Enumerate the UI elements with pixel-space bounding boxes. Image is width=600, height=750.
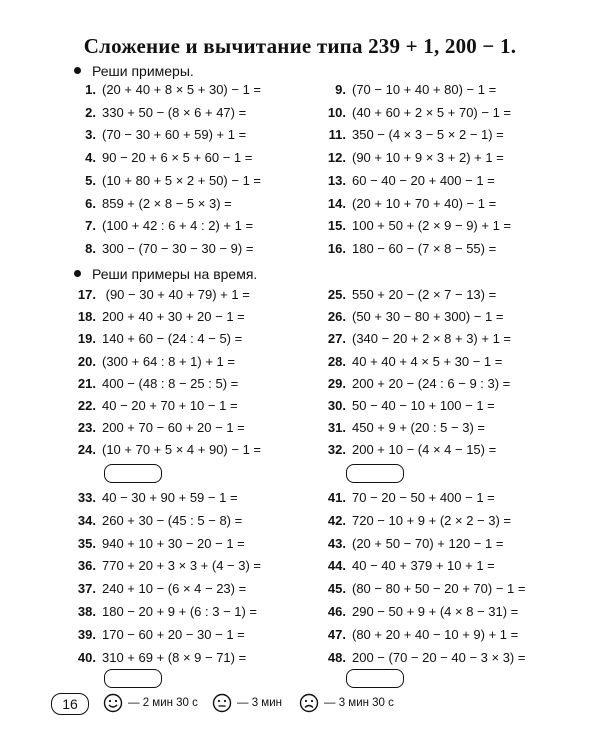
time-record-box-right-2[interactable] xyxy=(346,669,404,688)
exercise-expression: (300 + 64 : 8 + 1) + 1 = xyxy=(102,353,235,369)
instruction-timed xyxy=(74,266,257,282)
exercise-number: 19. xyxy=(77,331,96,347)
footer xyxy=(0,691,600,717)
instruction-text: Реши примеры. xyxy=(92,63,194,79)
exercise-expression: (20 + 10 + 70 + 40) − 1 = xyxy=(352,195,497,211)
exercise-expression: 200 + 70 − 60 + 20 − 1 = xyxy=(102,420,245,436)
exercise-expression: 290 − 50 + 9 + (4 × 8 − 31) = xyxy=(352,604,519,619)
exercise-item xyxy=(76,331,242,347)
exercise-item xyxy=(320,536,503,552)
time-record-box-left-1[interactable] xyxy=(104,464,162,483)
exercise-item xyxy=(320,604,518,620)
exercise-number: 32. xyxy=(327,442,346,458)
exercise-item xyxy=(76,354,235,370)
exercise-number: 7. xyxy=(85,218,96,234)
exercise-number: 5. xyxy=(85,172,96,188)
exercise-expression: (90 − 30 + 40 + 79) + 1 = xyxy=(102,287,250,302)
exercise-number: 40. xyxy=(77,649,96,665)
exercise-number: 25. xyxy=(327,287,346,302)
page-number: 16 xyxy=(51,693,89,715)
exercise-number: 23. xyxy=(77,420,96,436)
exercise-item xyxy=(76,127,246,143)
exercise-expression: 859 + (2 × 8 − 5 × 3) = xyxy=(102,195,232,211)
exercise-number: 35. xyxy=(77,535,96,551)
instruction-solve xyxy=(74,63,194,79)
exercise-item xyxy=(320,581,525,597)
exercise-expression: 200 + 40 + 30 + 20 − 1 = xyxy=(102,309,245,325)
exercise-expression: (20 + 50 − 70) + 120 − 1 = xyxy=(352,535,504,551)
exercise-expression: (70 − 10 + 40 + 80) − 1 = xyxy=(352,82,497,97)
happy-face-icon xyxy=(103,693,123,713)
exercise-expression: (40 + 60 + 2 × 5 + 70) − 1 = xyxy=(352,104,512,120)
exercise-number: 3. xyxy=(85,127,96,143)
page-title: Сложение и вычитание типа 239 + 1, 200 − 1. xyxy=(83,34,517,58)
exercise-item xyxy=(76,627,245,643)
exercise-number: 31. xyxy=(327,420,346,436)
exercise-item xyxy=(320,82,496,98)
exercise-number: 2. xyxy=(85,104,96,120)
exercise-item xyxy=(320,196,496,212)
exercise-number: 1. xyxy=(85,82,96,97)
timing-text: — 2 мин 30 с xyxy=(128,697,198,709)
exercise-item xyxy=(76,376,238,392)
exercise-item xyxy=(76,650,246,666)
exercise-number: 8. xyxy=(85,240,96,256)
exercise-number: 41. xyxy=(327,490,346,505)
instruction-text: Реши примеры на время. xyxy=(92,266,258,282)
exercise-item xyxy=(76,398,238,414)
exercise-expression: (340 − 20 + 2 × 8 + 3) + 1 = xyxy=(352,331,512,347)
timing-medium xyxy=(212,693,282,713)
exercise-item xyxy=(320,127,504,143)
exercise-item xyxy=(320,331,511,347)
exercise-expression: 60 − 40 − 20 + 400 − 1 = xyxy=(352,172,495,188)
exercise-expression: 40 − 20 + 70 + 10 − 1 = xyxy=(102,398,238,413)
timing-slow xyxy=(299,693,394,713)
exercise-number: 9. xyxy=(335,82,346,97)
exercise-expression: (50 + 30 − 80 + 300) − 1 = xyxy=(352,309,504,325)
exercise-expression: 170 − 60 + 20 − 30 − 1 = xyxy=(102,626,245,642)
exercise-number: 30. xyxy=(327,398,346,413)
exercise-item xyxy=(320,650,525,666)
bullet-icon xyxy=(74,270,81,277)
exercise-expression: 200 + 10 − (4 × 4 − 15) = xyxy=(352,442,497,458)
exercise-expression: 40 − 40 + 379 + 10 + 1 = xyxy=(352,558,495,574)
exercise-expression: 310 + 69 + (8 × 9 − 71) = xyxy=(102,649,247,665)
exercise-expression: (10 + 70 + 5 × 4 + 90) − 1 = xyxy=(102,442,262,458)
exercise-expression: 70 − 20 − 50 + 400 − 1 = xyxy=(352,490,495,505)
exercise-item xyxy=(76,241,253,257)
exercise-number: 29. xyxy=(327,375,346,391)
exercise-number: 42. xyxy=(327,512,346,528)
exercise-expression: 40 − 30 + 90 + 59 − 1 = xyxy=(102,490,238,505)
exercise-expression: (20 + 40 + 8 × 5 + 30) − 1 = xyxy=(102,82,262,97)
exercise-number: 36. xyxy=(77,558,96,574)
exercise-expression: 200 + 20 − (24 : 6 − 9 : 3) = xyxy=(352,375,511,391)
exercise-item xyxy=(320,442,496,458)
exercise-number: 24. xyxy=(77,442,96,458)
bullet-icon xyxy=(74,67,81,74)
exercise-expression: (90 + 10 + 9 × 3 + 2) + 1 = xyxy=(352,150,504,166)
exercise-expression: (100 + 42 : 6 + 4 : 2) + 1 = xyxy=(102,218,254,234)
exercise-expression: 90 − 20 + 6 × 5 + 60 − 1 = xyxy=(102,150,253,166)
exercise-expression: 140 + 60 − (24 : 4 − 5) = xyxy=(102,331,243,347)
exercise-item xyxy=(76,218,253,234)
exercise-number: 44. xyxy=(327,558,346,574)
exercise-expression: 200 − (70 − 20 − 40 − 3 × 3) = xyxy=(352,649,526,665)
time-record-box-right-1[interactable] xyxy=(346,464,404,483)
exercise-item xyxy=(320,490,495,506)
exercise-item xyxy=(76,604,257,620)
exercise-expression: 550 + 20 − (2 × 7 − 13) = xyxy=(352,287,497,302)
exercise-item xyxy=(76,105,246,121)
exercise-number: 13. xyxy=(327,172,346,188)
exercise-number: 21. xyxy=(77,375,96,391)
exercise-number: 47. xyxy=(327,626,346,642)
exercise-expression: 300 − (70 − 30 − 30 − 9) = xyxy=(102,240,254,256)
exercise-number: 33. xyxy=(77,490,96,505)
exercise-number: 18. xyxy=(77,309,96,325)
exercise-expression: 180 − 20 + 9 + (6 : 3 − 1) = xyxy=(102,604,258,619)
exercise-item xyxy=(320,241,496,257)
exercise-item xyxy=(76,581,246,597)
exercise-expression: 260 + 30 − (45 : 5 − 8) = xyxy=(102,512,243,528)
exercise-number: 20. xyxy=(77,353,96,369)
exercise-number: 38. xyxy=(77,604,96,619)
exercise-expression: 330 + 50 − (8 × 6 + 47) = xyxy=(102,104,247,120)
sad-face-icon xyxy=(299,693,319,713)
exercise-number: 26. xyxy=(327,309,346,325)
exercise-item xyxy=(320,420,485,436)
exercise-number: 34. xyxy=(77,512,96,528)
exercise-item xyxy=(320,558,495,574)
exercise-item xyxy=(76,420,245,436)
exercise-item xyxy=(76,536,245,552)
exercise-number: 48. xyxy=(327,649,346,665)
exercise-number: 16. xyxy=(327,240,346,256)
exercise-item xyxy=(76,196,232,212)
exercise-item xyxy=(320,218,511,234)
exercise-expression: 770 + 20 + 3 × 3 + (4 − 3) = xyxy=(102,558,262,574)
timing-fast xyxy=(103,693,198,713)
exercise-expression: 100 + 50 + (2 × 9 − 9) + 1 = xyxy=(352,218,512,234)
exercise-expression: 240 + 10 − (6 × 4 − 23) = xyxy=(102,581,247,597)
exercise-number: 28. xyxy=(327,353,346,369)
exercise-item xyxy=(76,82,261,98)
exercise-item xyxy=(76,150,252,166)
exercise-item xyxy=(320,173,495,189)
exercise-number: 11. xyxy=(328,127,346,143)
exercise-expression: 720 − 10 + 9 + (2 × 2 − 3) = xyxy=(352,512,512,528)
exercise-number: 22. xyxy=(77,398,96,413)
exercise-number: 27. xyxy=(327,331,346,347)
exercise-number: 17. xyxy=(77,287,96,302)
exercise-number: 12. xyxy=(327,150,346,166)
exercise-expression: 40 + 40 + 4 × 5 + 30 − 1 = xyxy=(352,353,503,369)
exercise-number: 14. xyxy=(327,195,346,211)
exercise-expression: 940 + 10 + 30 − 20 − 1 = xyxy=(102,535,245,551)
exercise-expression: 180 − 60 − (7 × 8 − 55) = xyxy=(352,240,497,256)
exercise-item xyxy=(76,490,238,506)
exercise-number: 6. xyxy=(85,195,96,211)
exercise-number: 37. xyxy=(77,581,96,597)
exercise-expression: 50 − 40 − 10 + 100 − 1 = xyxy=(352,398,495,413)
exercise-item xyxy=(76,173,261,189)
exercise-number: 46. xyxy=(327,604,346,619)
exercise-item xyxy=(76,513,242,529)
timing-text: — 3 мин 30 с xyxy=(324,697,394,709)
exercise-item xyxy=(320,287,496,303)
exercise-expression: 400 − (48 : 8 − 25 : 5) = xyxy=(102,375,239,391)
exercise-item xyxy=(320,309,503,325)
exercise-item xyxy=(320,513,511,529)
neutral-face-icon xyxy=(212,693,232,713)
exercise-expression: (10 + 80 + 5 × 2 + 50) − 1 = xyxy=(102,172,262,188)
exercise-expression: (80 − 80 + 50 − 20 + 70) − 1 = xyxy=(352,581,526,597)
time-record-box-left-2[interactable] xyxy=(104,669,162,688)
exercise-item xyxy=(320,376,510,392)
exercise-expression: (80 + 20 + 40 − 10 + 9) + 1 = xyxy=(352,626,519,642)
exercise-expression: 450 + 9 + (20 : 5 − 3) = xyxy=(352,420,485,436)
timing-text: — 3 мин xyxy=(237,697,282,709)
exercise-number: 39. xyxy=(77,626,96,642)
exercise-item xyxy=(320,105,511,121)
exercise-item xyxy=(320,398,495,414)
exercise-expression: (70 − 30 + 60 + 59) + 1 = xyxy=(102,127,247,143)
exercise-number: 4. xyxy=(85,150,96,166)
exercise-number: 15. xyxy=(327,218,346,234)
exercise-number: 43. xyxy=(327,535,346,551)
exercise-item xyxy=(320,150,504,166)
exercise-number: 10. xyxy=(327,104,346,120)
exercise-expression: 350 − (4 × 3 − 5 × 2 − 1) = xyxy=(352,127,504,143)
exercise-number: 45. xyxy=(327,581,346,597)
exercise-item xyxy=(76,558,261,574)
exercise-item xyxy=(76,442,261,458)
exercise-item xyxy=(320,354,502,370)
exercise-item xyxy=(320,627,518,643)
exercise-item xyxy=(76,309,245,325)
exercise-item xyxy=(76,287,250,303)
